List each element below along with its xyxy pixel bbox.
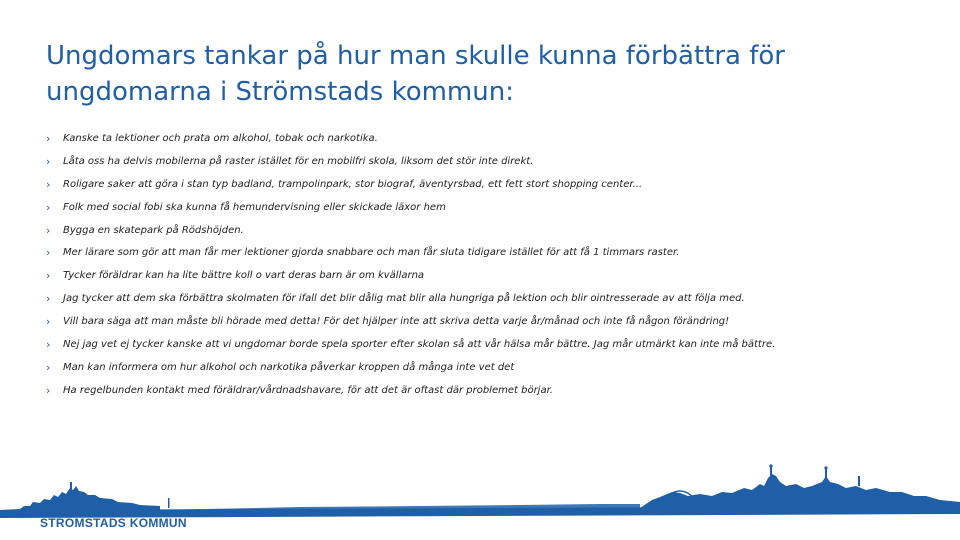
title-line-2: ungdomarna i Strömstads kommun: (46, 77, 514, 107)
bullet-text: Nej jag vet ej tycker kanske att vi ungdomar borde spela sporter efter skolan så att vår hälsa mår bättre. Jag mår utmärkt kan inte må bättre. (63, 338, 776, 350)
bullet-text: Mer lärare som gör att man får mer lektioner gjorda snabbare och man får sluta tidigare istället för att få 1 timmars raster. (63, 247, 680, 259)
chevron-right-icon: › (46, 360, 51, 374)
chevron-right-icon: › (46, 292, 51, 306)
bullet-text: Jag tycker att dem ska förbättra skolmaten för ifall det blir dålig mat blir alla hungriga på lektion och blir ointresserade av att följa med. (63, 293, 745, 305)
list-item (46, 127, 926, 150)
list-item (46, 150, 926, 173)
chevron-right-icon: › (46, 177, 51, 191)
slide-title (46, 38, 906, 110)
chevron-right-icon: › (46, 337, 51, 351)
list-item (46, 356, 926, 379)
list-item (46, 196, 926, 219)
chevron-right-icon: › (46, 246, 51, 260)
bullet-text: Man kan informera om hur alkohol och narkotika påverkar kroppen då många inte vet det (63, 361, 515, 373)
bullet-text: Vill bara säga att man måste bli hörade med detta! För det hjälper inte att skriva detta varje år/månad och inte få någon förändring! (63, 316, 730, 328)
list-item (46, 287, 926, 310)
bullet-text: Ha regelbunden kontakt med föräldrar/vårdnadshavare, för att det är oftast där problemet börjar. (63, 384, 553, 396)
chevron-right-icon: › (46, 200, 51, 214)
chevron-right-icon: › (46, 131, 51, 145)
list-item (46, 333, 926, 356)
list-item (46, 241, 926, 264)
list-item (46, 379, 926, 402)
list-item (46, 310, 926, 333)
bullet-text: Låta oss ha delvis mobilerna på raster istället för en mobilfri skola, liksom det stör inte direkt. (63, 155, 534, 167)
bullet-text: Kanske ta lektioner och prata om alkohol, tobak och narkotika. (63, 132, 378, 144)
list-item (46, 173, 926, 196)
bullet-list (46, 127, 926, 402)
bullet-text: Bygga en skatepark på Rödshöjden. (63, 224, 244, 236)
chevron-right-icon: › (46, 154, 51, 168)
title-line-1: Ungdomars tankar på hur man skulle kunna förbättra för (46, 41, 785, 71)
chevron-right-icon: › (46, 269, 51, 283)
list-item (46, 264, 926, 287)
chevron-right-icon: › (46, 315, 51, 329)
bullet-text: Folk med social fobi ska kunna få hemundervisning eller skickade läxor hem (63, 201, 446, 213)
bullet-text: Tycker föräldrar kan ha lite bättre koll o vart deras barn är om kvällarna (63, 270, 425, 282)
chevron-right-icon: › (46, 223, 51, 237)
chevron-right-icon: › (46, 383, 51, 397)
bullet-text: Roligare saker att göra i stan typ badland, trampolinpark, stor biograf, äventyrsbad, ett fett stort shopping center... (63, 178, 643, 190)
list-item (46, 219, 926, 242)
city-skyline-icon (0, 462, 960, 518)
brand-logo-text: STRÖMSTADS KOMMUN (40, 516, 187, 530)
